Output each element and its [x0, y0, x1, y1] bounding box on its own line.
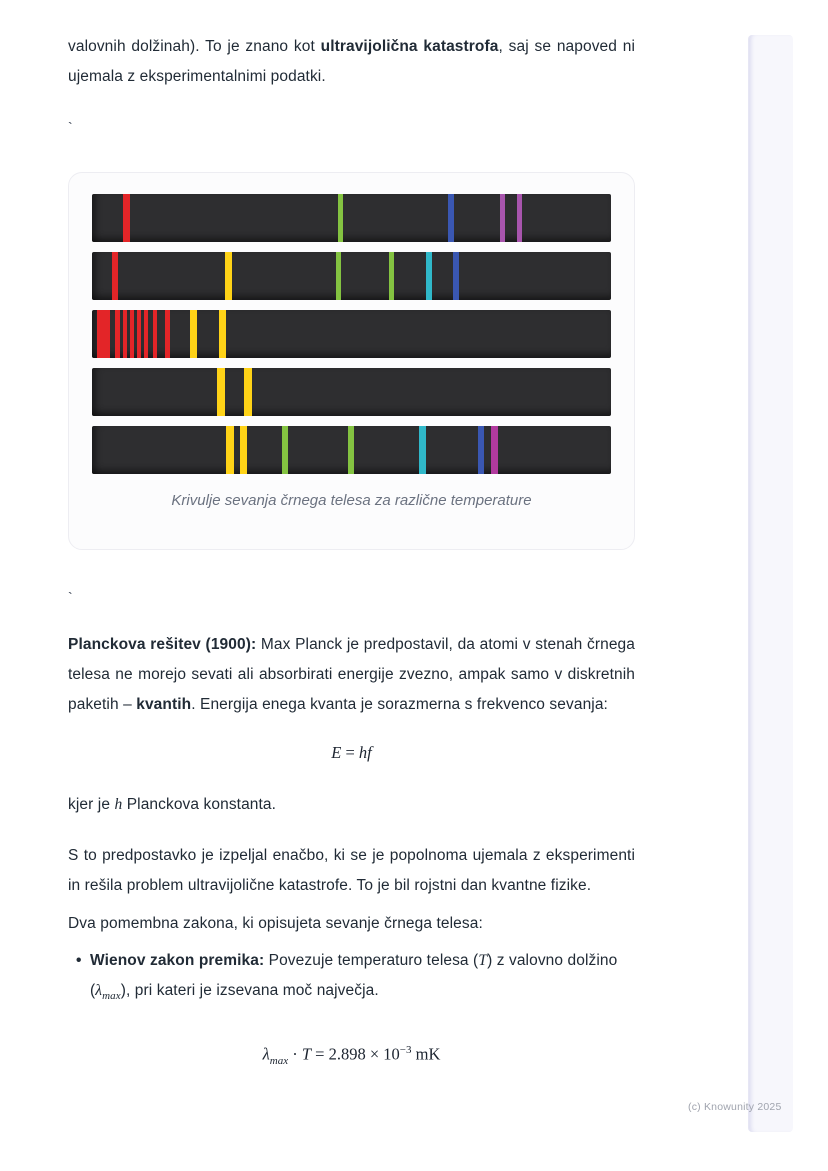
- spectral-line: [244, 368, 252, 416]
- spectral-line: [115, 310, 120, 358]
- spectrum-bar: [92, 194, 611, 242]
- list-item-wien-law: [68, 946, 635, 1011]
- paragraph-planck-solution: Planckova rešitev (1900): Max Planck je predpostavil, da atomi v stenah črnega telesa ne morejo sevati ali absorbirati energije zvezno, ampak samo v diskretnih paketih – kvantih. Energija enega kvanta je sorazmerna s frekvenco sevanja:: [68, 636, 635, 713]
- formula-wien-displacement: $\lambda_{max} \cdot T = 2.898 \times 10^{-3}$ mK: [262, 1044, 441, 1067]
- copyright-watermark: (c) Knowunity 2025: [688, 1101, 782, 1113]
- spectral-line: [97, 310, 106, 358]
- paragraph-two-laws: Dva pomembna zakona, ki opisujeta sevanje črnega telesa:: [68, 915, 483, 932]
- paragraph-uv-catastrophe: valovnih dolžinah). To je znano kot ultravijolična katastrofa, saj se napoved ni ujemala z eksperimentalnimi podatki.: [68, 38, 636, 85]
- spectral-line: [130, 310, 134, 358]
- formula-e-hf: E = hf: [331, 743, 372, 762]
- spectral-line: [240, 426, 247, 474]
- bullet-icon: •: [76, 952, 82, 969]
- stray-backtick: `: [68, 589, 73, 605]
- spectral-line: [517, 194, 522, 242]
- figure-caption: Krivulje sevanja črnega telesa za različne temperature: [171, 492, 532, 509]
- spectrum-bar: [92, 426, 611, 474]
- spectral-line: [226, 426, 234, 474]
- spectral-line: [219, 310, 226, 358]
- spectral-line: [338, 194, 343, 242]
- spectral-line: [112, 252, 118, 300]
- spectra: [92, 194, 611, 474]
- spectral-line: [419, 426, 426, 474]
- paragraph-planck-constant: kjer je h Planckova konstanta.: [68, 796, 277, 813]
- spectral-line: [491, 426, 498, 474]
- spectrum-bar: [92, 368, 611, 416]
- spectrum-bar: [92, 310, 611, 358]
- spectral-line: [123, 310, 127, 358]
- spectral-line: [282, 426, 288, 474]
- spectra-figure-card: [68, 172, 635, 550]
- stray-backtick: `: [68, 119, 73, 135]
- spectral-line: [144, 310, 148, 358]
- spectral-line: [165, 310, 170, 358]
- spectral-line: [453, 252, 459, 300]
- spectral-line: [336, 252, 341, 300]
- spectral-line: [190, 310, 197, 358]
- spectral-line: [500, 194, 505, 242]
- spectral-line: [153, 310, 157, 358]
- spectral-line: [448, 194, 454, 242]
- spectral-line: [478, 426, 484, 474]
- spectral-line: [123, 194, 130, 242]
- spectrum-bar: [92, 252, 611, 300]
- document-content: [68, 0, 635, 1076]
- page-edge-panel: [748, 35, 793, 1132]
- spectral-line: [217, 368, 225, 416]
- spectral-line: [389, 252, 394, 300]
- spectral-line: [426, 252, 432, 300]
- spectral-line: [137, 310, 141, 358]
- paragraph-quantum-birth: S to predpostavko je izpeljal enačbo, ki se je popolnoma ujemala z eksperimenti in rešila problem ultravijolične katastrofe. To je bil rojstni dan kvantne fizike.: [68, 847, 635, 894]
- spectral-line: [106, 310, 110, 358]
- list-item-text: Wienov zakon premika: Povezuje temperaturo telesa (T) z valovno dolžino $(\lambda_{max})$, pri kateri je izsevana moč največja.: [90, 952, 618, 1003]
- spectral-line: [225, 252, 232, 300]
- spectral-line: [348, 426, 354, 474]
